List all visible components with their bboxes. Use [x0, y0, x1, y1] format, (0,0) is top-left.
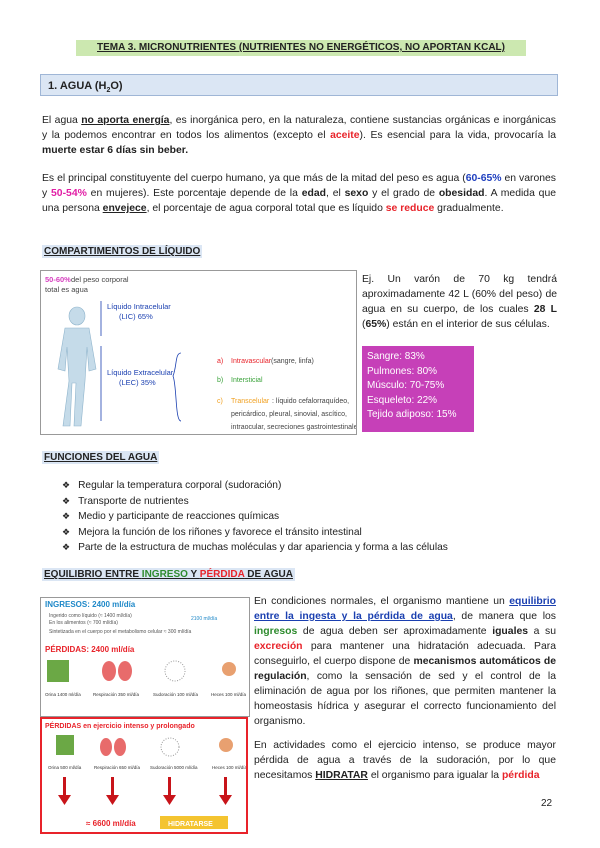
- svg-text:PÉRDIDAS en ejercicio intenso: PÉRDIDAS en ejercicio intenso y prolongado: [45, 723, 195, 730]
- svg-text:Ingerido como líquido (≈ 1400: Ingerido como líquido (≈ 1400 ml/día): [49, 613, 132, 619]
- svg-text:Intersticial: Intersticial: [231, 377, 263, 384]
- tissue-item: Esqueleto: 22%: [367, 394, 438, 406]
- svg-text:Líquido Intracelular: Líquido Intracelular: [107, 302, 171, 311]
- lungs-icon: [102, 661, 132, 681]
- paragraph-ejercicio: En actividades como el ejercicio intenso, se produce mayor pérdida de agua a través de la sudoración, por lo que necesitamos HIDRATAR el organismo para igualar la pérdida: [254, 740, 556, 781]
- svg-text:Respiración 350 ml/día: Respiración 350 ml/día: [93, 692, 140, 697]
- list-item: ❖ Transporte de nutrientes: [62, 494, 448, 510]
- paragraph-agua-porcentaje: Es el principal constituyente del cuerpo humano, ya que más de la mitad del peso es agua (60-65% en varones y 50-54% en mujeres). Este porcentaje depende de la edad, el sexo y el grado de obesidad. A medida que una persona envejece, el porcentaje de agua corporal total que es líquido se reduce gradualmente.: [42, 173, 557, 214]
- svg-text:PÉRDIDAS: 2400 ml/día: PÉRDIDAS: 2400 ml/día: [45, 645, 135, 654]
- svg-text:(sangre, linfa): (sangre, linfa): [271, 358, 314, 365]
- svg-text:Orina 1400 ml/día: Orina 1400 ml/día: [45, 692, 81, 697]
- compartments-diagram: [40, 270, 357, 435]
- tissue-item: Tejido adiposo: 15%: [367, 409, 457, 420]
- svg-text:intraocular, secreciones gastr: intraocular, secreciones gastrointestinales: [231, 424, 356, 431]
- body-figure-icon: [41, 271, 356, 434]
- svg-text:Sintetizada en el cuerpo por e: Sintetizada en el cuerpo por el metabolismo celular ≈ 300 ml/día: [49, 629, 192, 635]
- svg-text:a): a): [217, 358, 224, 365]
- list-item: ❖ Mejora la función de los riñones y favorece el tránsito intestinal: [62, 525, 448, 541]
- svg-text:pericárdico, pleural, sinovial: pericárdico, pleural, sinovial, ascítico,: [231, 411, 347, 418]
- svg-text:50-60%: 50-60%: [45, 275, 71, 284]
- svg-text:: líquido cefalorraquídeo,: : líquido cefalorraquídeo,: [272, 398, 350, 405]
- tissue-water-box: [362, 346, 474, 432]
- balance-infographic: [40, 597, 250, 717]
- svg-text:(LIC) 65%: (LIC) 65%: [119, 312, 153, 321]
- paragraph-equilibrio: En condiciones normales, el organismo mantiene un equilibrio entre la ingesta y la pérdida de agua, de manera que los ingresos de agua deben ser aproximadamente iguales a su excreción para mantener una hidratación adecuada. Para conseguirlo, el cuerpo dispone de mecanismos automáticos de regulación, como la sensación de sed y el control de la eliminación de agua por los riñones, que permiten mantener la homeostasis hídrica y asegurar el correcto funcionamiento del organismo.: [254, 596, 557, 727]
- section-heading-agua: 1. AGUA $(H_2O)$: [40, 74, 558, 96]
- svg-text:(LEC) 35%: (LEC) 35%: [119, 378, 156, 387]
- example-paragraph: Ej. Un varón de 70 kg tendrá aproximadamente 42 L (60% del peso) de agua en su cuerpo, de los cuales 28 L (65%) están en el interior de sus células.: [362, 274, 558, 330]
- svg-text:Respiración 650 ml/día: Respiración 650 ml/día: [94, 765, 141, 770]
- tissue-item: Sangre: 83%: [367, 351, 425, 362]
- page-number: 22: [541, 798, 553, 809]
- paragraph-agua-intro: El agua no aporta energía, es inorgánica pero, en la naturaleza, contiene sustancias orgánicas e inorgánicas y la podemos encontrar en todos los alimentos (excepto el aceite). Es esencial para la vida, provocaría la muerte estar 6 días sin beber.: [42, 115, 556, 156]
- svg-text:c): c): [217, 398, 223, 405]
- svg-text:b): b): [217, 377, 224, 384]
- svg-text:HIDRATARSE: HIDRATARSE: [168, 821, 213, 828]
- svg-text:Orina 500 ml/día: Orina 500 ml/día: [48, 765, 82, 770]
- svg-text:del peso corporal: del peso corporal: [71, 275, 129, 284]
- svg-text:Heces 100 ml/día: Heces 100 ml/día: [212, 765, 246, 770]
- page-title: TEMA 3. MICRONUTRIENTES (NUTRIENTES NO ENERGÉTICOS, NO APORTAN KCAL): [76, 40, 526, 56]
- list-item: ❖ Regular la temperatura corporal (sudoración): [62, 478, 448, 494]
- svg-text:≈ 6600 ml/día: ≈ 6600 ml/día: [86, 819, 136, 828]
- heading-compartimentos: COMPARTIMENTOS DE LÍQUIDO: [44, 246, 201, 257]
- list-item: ❖ Medio y participante de reacciones químicas: [62, 509, 448, 525]
- svg-text:Heces 100 ml/día: Heces 100 ml/día: [211, 692, 247, 697]
- heading-funciones: FUNCIONES DEL AGUA: [44, 452, 158, 463]
- list-item: ❖ Parte de la estructura de muchas moléculas y dar apariencia y forma a las células: [62, 540, 448, 556]
- exercise-losses-infographic: [40, 717, 248, 834]
- svg-text:Líquido Extracelular: Líquido Extracelular: [107, 368, 174, 377]
- svg-text:Transcelular: Transcelular: [231, 398, 270, 405]
- svg-text:INGRESOS: 2400 ml/día: INGRESOS: 2400 ml/día: [45, 600, 136, 609]
- svg-text:Sudoración 5000 ml/día: Sudoración 5000 ml/día: [150, 765, 198, 770]
- svg-text:En los alimentos (≈ 700 ml/día: En los alimentos (≈ 700 ml/día): [49, 620, 118, 626]
- svg-text:2100 ml/día: 2100 ml/día: [191, 616, 218, 622]
- heading-equilibrio: EQUILIBRIO ENTRE INGRESO Y PÉRDIDA DE AGUA: [44, 569, 293, 580]
- tissue-item: Músculo: 70-75%: [367, 380, 445, 391]
- functions-list: [62, 478, 448, 556]
- svg-text:Sudoración 100 ml/día: Sudoración 100 ml/día: [153, 692, 199, 697]
- tissue-item: Pulmones: 80%: [367, 365, 438, 377]
- svg-text:Intravascular: Intravascular: [231, 358, 272, 365]
- svg-text:total es agua: total es agua: [45, 285, 88, 294]
